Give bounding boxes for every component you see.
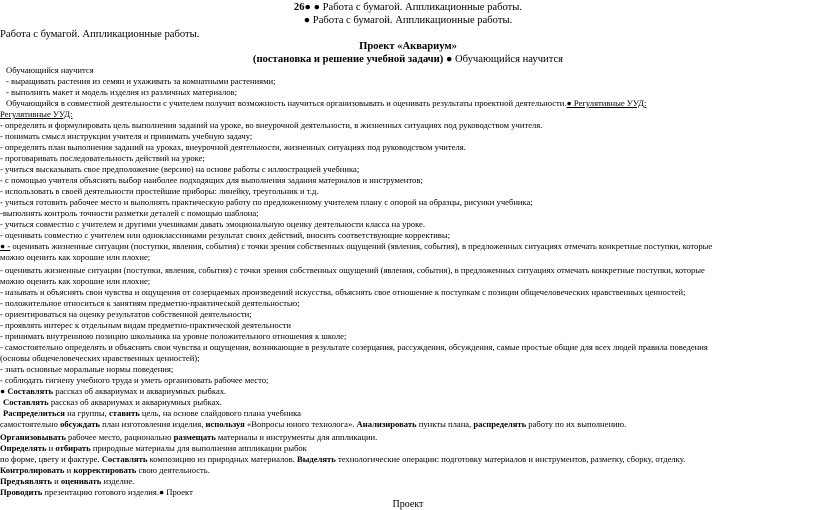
uud-item: - учиться готовить рабочее место и выполнять практическую работу по предложенному учителем плану с опорой на образцы, рисунки учебника; (0, 197, 533, 207)
activity-text: и (64, 465, 74, 475)
activity-line (0, 476, 134, 487)
activity-verb: отбирать (55, 443, 91, 453)
activity-verb: Контролировать (0, 465, 65, 475)
activity-verb: используя (205, 419, 245, 429)
uud-item: - определять план выполнения заданий на уроках, внеурочной деятельности, жизненных ситуациях под руководством учителя. (0, 142, 466, 152)
learns-item: - выполнять макет и модель изделия из различных материалов; (6, 87, 237, 97)
uud-item: - проговаривать последовательность действий на уроке; (0, 153, 205, 163)
footer-project: Проект (392, 499, 424, 510)
values-line: - оценивать жизненные ситуации (поступки, явления, события) с точки зрения собственных ощущений (явления, события), в предложенных ситуациях отмечать конкретные поступки, которые (0, 265, 705, 275)
values-line: можно оценить как хорошие или плохие; (0, 252, 151, 262)
learns-item: - выращивать растения из семян и ухаживать за комнатными растениями; (6, 76, 276, 86)
activity-verb: Составлять (101, 454, 148, 464)
activity-verb: Предъявлять (0, 476, 52, 486)
values-line: - соблюдать гигиену учебного труда и уметь организовать рабочее место; (0, 375, 269, 385)
activity-text: цель, на основе слайдового плана учебника (139, 408, 301, 418)
activity-verb: Выделять (296, 454, 336, 464)
activity-text: работу по их выполнению. (526, 419, 627, 429)
activity-text: пункты плана, (416, 419, 474, 429)
uud-item: - использовать в своей деятельности простейшие приборы: линейку, треугольник и т.д. (0, 186, 319, 196)
activity-line (0, 432, 377, 443)
activity-text: технологические операции: подготовку материалов и инструментов, разметку, сборку, отделку. (335, 454, 686, 464)
values-text: оценивать жизненные ситуации (поступки, явления, события) с точки зрения собственных ощущений (явления, события), в предложенных ситуациях отмечать конкретные поступки, которые (10, 241, 713, 251)
values-line: - проявлять интерес к отдельным видам предметно-практической деятельности (0, 320, 291, 330)
activity-line (0, 386, 226, 397)
values-line: (основы общечеловеческих нравственных ценностей); (0, 353, 200, 363)
activity-text: композицию из природных материалов. (147, 454, 297, 464)
regulative-uud-label: ● Регулятивные УУД: (566, 98, 647, 108)
activity-text: материалы и инструменты для аппликации. (215, 432, 378, 442)
uud-item: - определять и формулировать цель выполнения заданий на уроке, во внеурочной деятельности, в жизненных ситуациях под руководством учителя. (0, 120, 543, 130)
activity-text: ● Проект (158, 487, 193, 497)
activity-verb: распределять (473, 419, 527, 429)
activity-verb: Определять (0, 443, 47, 453)
page-number: 26 (293, 2, 305, 13)
activity-verb: оценивать (60, 476, 102, 486)
project-subtitle-tail: ● Обучающийся научится (445, 54, 564, 65)
values-line (0, 241, 712, 252)
header-line-1 (0, 1, 816, 14)
values-line: - ориентироваться на оценку результатов собственной деятельности; (0, 309, 252, 319)
activity-text: на группы, (64, 408, 109, 418)
joint-activity-line (6, 98, 646, 109)
header-line-1-text: Работа с бумагой. Аппликационные работы. (322, 2, 523, 13)
activity-verb: корректировать (73, 465, 137, 475)
activity-line (3, 408, 301, 419)
values-line: - называть и объяснять свои чувства и ощущения от созерцаемых произведений искусства, объяснять свое отношение к поступкам с позиции общечеловеческих нравственных ценностей; (0, 287, 686, 297)
activity-verb: размещать (173, 432, 216, 442)
activity-text: и (46, 443, 56, 453)
activity-verb: ставить (108, 408, 140, 418)
activity-verb: Проводить (0, 487, 43, 497)
uud-item: - учиться высказывать свое предположение (версию) на основе работы с иллюстрацией учебника; (0, 164, 360, 174)
activity-line (3, 397, 222, 408)
bullet-icon: ● - (0, 241, 11, 251)
activity-line (0, 487, 193, 498)
activity-text: природные материалы для выполнения аппликации рыбок (90, 443, 307, 453)
values-line: - знать основные моральные нормы поведения; (0, 364, 174, 374)
header-line-2: ● Работа с бумагой. Аппликационные работы. (303, 15, 513, 26)
header-line-3: Работа с бумагой. Аппликационные работы. (0, 29, 200, 40)
values-line: - самостоятельно определять и объяснять свои чувства и ощущения, возникающие в результате созерцания, рассуждения, обсуждения, самые простые общие для всех людей правила поведения (0, 342, 708, 352)
activity-verb: Анализировать (356, 419, 417, 429)
project-subtitle-line (0, 53, 816, 66)
activity-verb: Организовывать (0, 432, 66, 442)
activity-verb: Распределиться (3, 408, 65, 418)
values-line: - положительное относиться к занятиям предметно-практической деятельностью; (0, 298, 300, 308)
activity-line (0, 454, 685, 465)
activity-line (0, 419, 626, 430)
activity-verb: ● Составлять (0, 386, 54, 396)
project-subtitle: (постановка и решение учебной задачи) (252, 54, 444, 65)
activity-line (0, 465, 210, 476)
values-line: можно оценить как хорошие или плохие; (0, 276, 151, 286)
activity-verb: Составлять (3, 397, 49, 407)
activity-text: рассказ об аквариумах и аквариумных рыбках. (48, 397, 222, 407)
joint-activity-text: Обучающийся в совместной деятельности с учителем получит возможность научиться организовывать и оценивать результаты проектной деятельности. (6, 98, 567, 108)
activity-text: самостоятельно (0, 419, 61, 429)
activity-text: рабочее место, рационально (65, 432, 174, 442)
uud-item: - оценивать совместно с учителем или одноклассниками результат своих действий, вносить соответствующие коррективы; (0, 230, 451, 240)
uud-item: - понимать смысл инструкции учителя и принимать учебную задачу; (0, 131, 253, 141)
uud-item: -выполнять контроль точности разметки деталей с помощью шаблона; (0, 208, 259, 218)
uud-item: - с помощью учителя объяснять выбор наиболее подходящих для выполнения задания материалов и инструментов; (0, 175, 423, 185)
activity-text: свою деятельность. (136, 465, 210, 475)
activity-text: презентацию готового изделия. (42, 487, 159, 497)
uud-item: - учиться совместно с учителем и другими учениками давать эмоциональную оценку деятельности класса на уроке. (0, 219, 425, 229)
activity-text: изделие. (101, 476, 135, 486)
activity-line (0, 443, 307, 454)
values-line: - принимать внутреннюю позицию школьника на уровне положительного отношения к школе; (0, 331, 347, 341)
activity-text: и (51, 476, 61, 486)
regulative-uud-heading: Регулятивные УУД: (0, 109, 73, 119)
activity-text: по форме, цвету и фактуре. (0, 454, 102, 464)
activity-text: «Вопросы юного технолога». (244, 419, 357, 429)
learns-heading: Обучающийся научится (6, 65, 94, 75)
activity-text: рассказ об аквариумах и аквариумных рыбках. (53, 386, 227, 396)
bullet-icon: ● ● (304, 2, 320, 13)
project-title: Проект «Аквариум» (359, 41, 457, 52)
activity-text: план изготовления изделия, (99, 419, 206, 429)
activity-verb: обсуждать (60, 419, 100, 429)
